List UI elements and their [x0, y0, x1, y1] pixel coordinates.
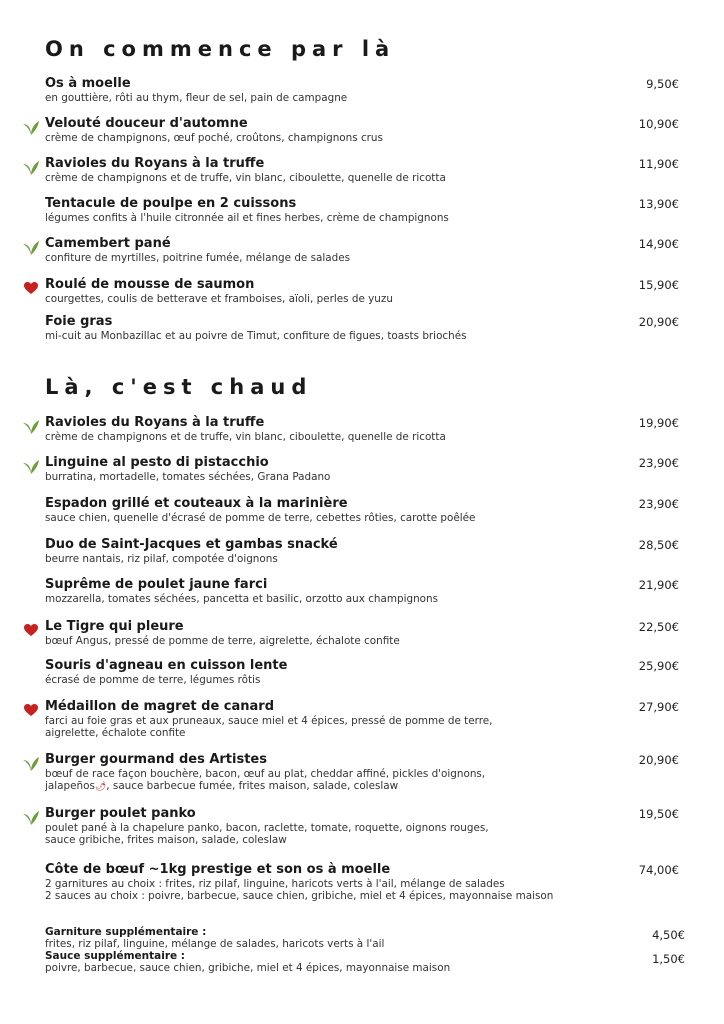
- item-description-line2: 2 sauces au choix : poivre, barbecue, sauce chien, gribiche, miel et 4 épices, mayonnaise maison: [45, 890, 554, 902]
- item-name: Roulé de mousse de saumon: [45, 277, 255, 292]
- item-name: Duo de Saint-Jacques et gambas snacké: [45, 537, 338, 552]
- item-description: mi-cuit au Monbazillac et au poivre de Timut, confiture de figues, toasts briochés: [45, 330, 467, 342]
- item-name: Ravioles du Royans à la truffe: [45, 415, 265, 430]
- item-price: 9,50€: [646, 77, 679, 91]
- sauce-price: 1,50€: [652, 952, 685, 966]
- leaf-icon: [22, 238, 40, 256]
- item-price: 21,90€: [638, 578, 679, 592]
- item-price: 14,90€: [638, 237, 679, 251]
- jalapenos-text: jalapeños: [45, 780, 95, 792]
- leaf-icon: [22, 417, 40, 435]
- item-price: 19,90€: [638, 416, 679, 430]
- item-name: Burger poulet panko: [45, 806, 196, 821]
- item-name: Suprême de poulet jaune farci: [45, 577, 268, 592]
- item-description-line2: sauce gribiche, frites maison, salade, coleslaw: [45, 834, 287, 846]
- item-price: 15,90€: [638, 278, 679, 292]
- item-price: 23,90€: [638, 456, 679, 470]
- section-title-mains: Là, c'est chaud: [45, 375, 313, 399]
- item-description: sauce chien, quenelle d'écrasé de pomme de terre, cebettes rôties, carotte poêlée: [45, 512, 476, 524]
- item-description: bœuf de race façon bouchère, bacon, œuf au plat, cheddar affiné, pickles d'oignons,: [45, 768, 486, 780]
- item-description: écrasé de pomme de terre, légumes rôtis: [45, 674, 261, 686]
- item-price: 19,50€: [638, 807, 679, 821]
- item-description-line2: aigrelette, échalote confite: [45, 727, 186, 739]
- leaf-icon: [22, 754, 40, 772]
- item-name: Velouté douceur d'automne: [45, 116, 248, 131]
- item-name: Linguine al pesto di pistacchio: [45, 455, 269, 470]
- leaf-icon: [22, 118, 40, 136]
- heart-icon: [22, 701, 40, 719]
- leaf-icon: [22, 808, 40, 826]
- burger-desc-rest: , sauce barbecue fumée, frites maison, salade, coleslaw: [106, 780, 399, 792]
- item-price: 28,50€: [638, 538, 679, 552]
- item-description: en gouttière, rôti au thym, fleur de sel, pain de campagne: [45, 92, 348, 104]
- item-price: 11,90€: [638, 157, 679, 171]
- heart-icon: [22, 279, 40, 297]
- item-description: burratina, mortadelle, tomates séchées, Grana Padano: [45, 471, 331, 483]
- sauce-description: poivre, barbecue, sauce chien, gribiche, miel et 4 épices, mayonnaise maison: [45, 962, 451, 974]
- item-name: Camembert pané: [45, 236, 171, 251]
- item-price: 27,90€: [638, 700, 679, 714]
- item-description: crème de champignons et de truffe, vin blanc, ciboulette, quenelle de ricotta: [45, 172, 446, 184]
- sauce-label: Sauce supplémentaire :: [45, 950, 185, 962]
- item-name: Le Tigre qui pleure: [45, 619, 184, 634]
- item-description: confiture de myrtilles, poitrine fumée, mélange de salades: [45, 252, 351, 264]
- item-price: 20,90€: [638, 753, 679, 767]
- supplements: [45, 926, 685, 974]
- item-name: Médaillon de magret de canard: [45, 699, 275, 714]
- item-description: crème de champignons, œuf poché, croûtons, champignons crus: [45, 132, 383, 144]
- item-description: poulet pané à la chapelure panko, bacon, raclette, tomate, roquette, oignons rouges,: [45, 822, 489, 834]
- item-price: 22,50€: [638, 620, 679, 634]
- section-title-starters: On commence par là: [45, 37, 396, 61]
- item-description-line2: [45, 780, 398, 793]
- item-description: légumes confits à l'huile citronnée ail et fines herbes, crème de champignons: [45, 212, 449, 224]
- leaf-icon: [22, 457, 40, 475]
- item-name: Ravioles du Royans à la truffe: [45, 156, 265, 171]
- item-description: crème de champignons et de truffe, vin blanc, ciboulette, quenelle de ricotta: [45, 431, 446, 443]
- item-name: Burger gourmand des Artistes: [45, 752, 267, 767]
- item-price: 74,00€: [638, 863, 679, 877]
- item-name: Foie gras: [45, 314, 113, 329]
- leaf-icon: [22, 158, 40, 176]
- item-price: 20,90€: [638, 315, 679, 329]
- item-description: bœuf Angus, pressé de pomme de terre, aigrelette, échalote confite: [45, 635, 400, 647]
- item-price: 10,90€: [638, 117, 679, 131]
- heart-icon: [22, 621, 40, 639]
- garniture-description: frites, riz pilaf, linguine, mélange de salades, haricots verts à l'ail: [45, 938, 385, 950]
- item-description: 2 garnitures au choix : frites, riz pilaf, linguine, haricots verts à l'ail, mélange de salades: [45, 878, 505, 890]
- garniture-price: 4,50€: [652, 928, 685, 942]
- chili-pepper-icon: 🌶: [94, 782, 107, 792]
- item-name: Souris d'agneau en cuisson lente: [45, 658, 288, 673]
- item-price: 23,90€: [638, 497, 679, 511]
- item-name: Côte de bœuf ~1kg prestige et son os à moelle: [45, 862, 391, 877]
- item-name: Os à moelle: [45, 76, 131, 91]
- item-description: mozzarella, tomates séchées, pancetta et basilic, orzotto aux champignons: [45, 593, 439, 605]
- item-description: courgettes, coulis de betterave et framboises, aïoli, perles de yuzu: [45, 293, 393, 305]
- item-description: beurre nantais, riz pilaf, compotée d'oignons: [45, 553, 278, 565]
- item-name: Tentacule de poulpe en 2 cuissons: [45, 196, 297, 211]
- item-description: farci au foie gras et aux pruneaux, sauce miel et 4 épices, pressé de pomme de terre,: [45, 715, 493, 727]
- item-name: Espadon grillé et couteaux à la marinière: [45, 496, 348, 511]
- item-price: 13,90€: [638, 197, 679, 211]
- item-price: 25,90€: [638, 659, 679, 673]
- garniture-label: Garniture supplémentaire :: [45, 926, 207, 938]
